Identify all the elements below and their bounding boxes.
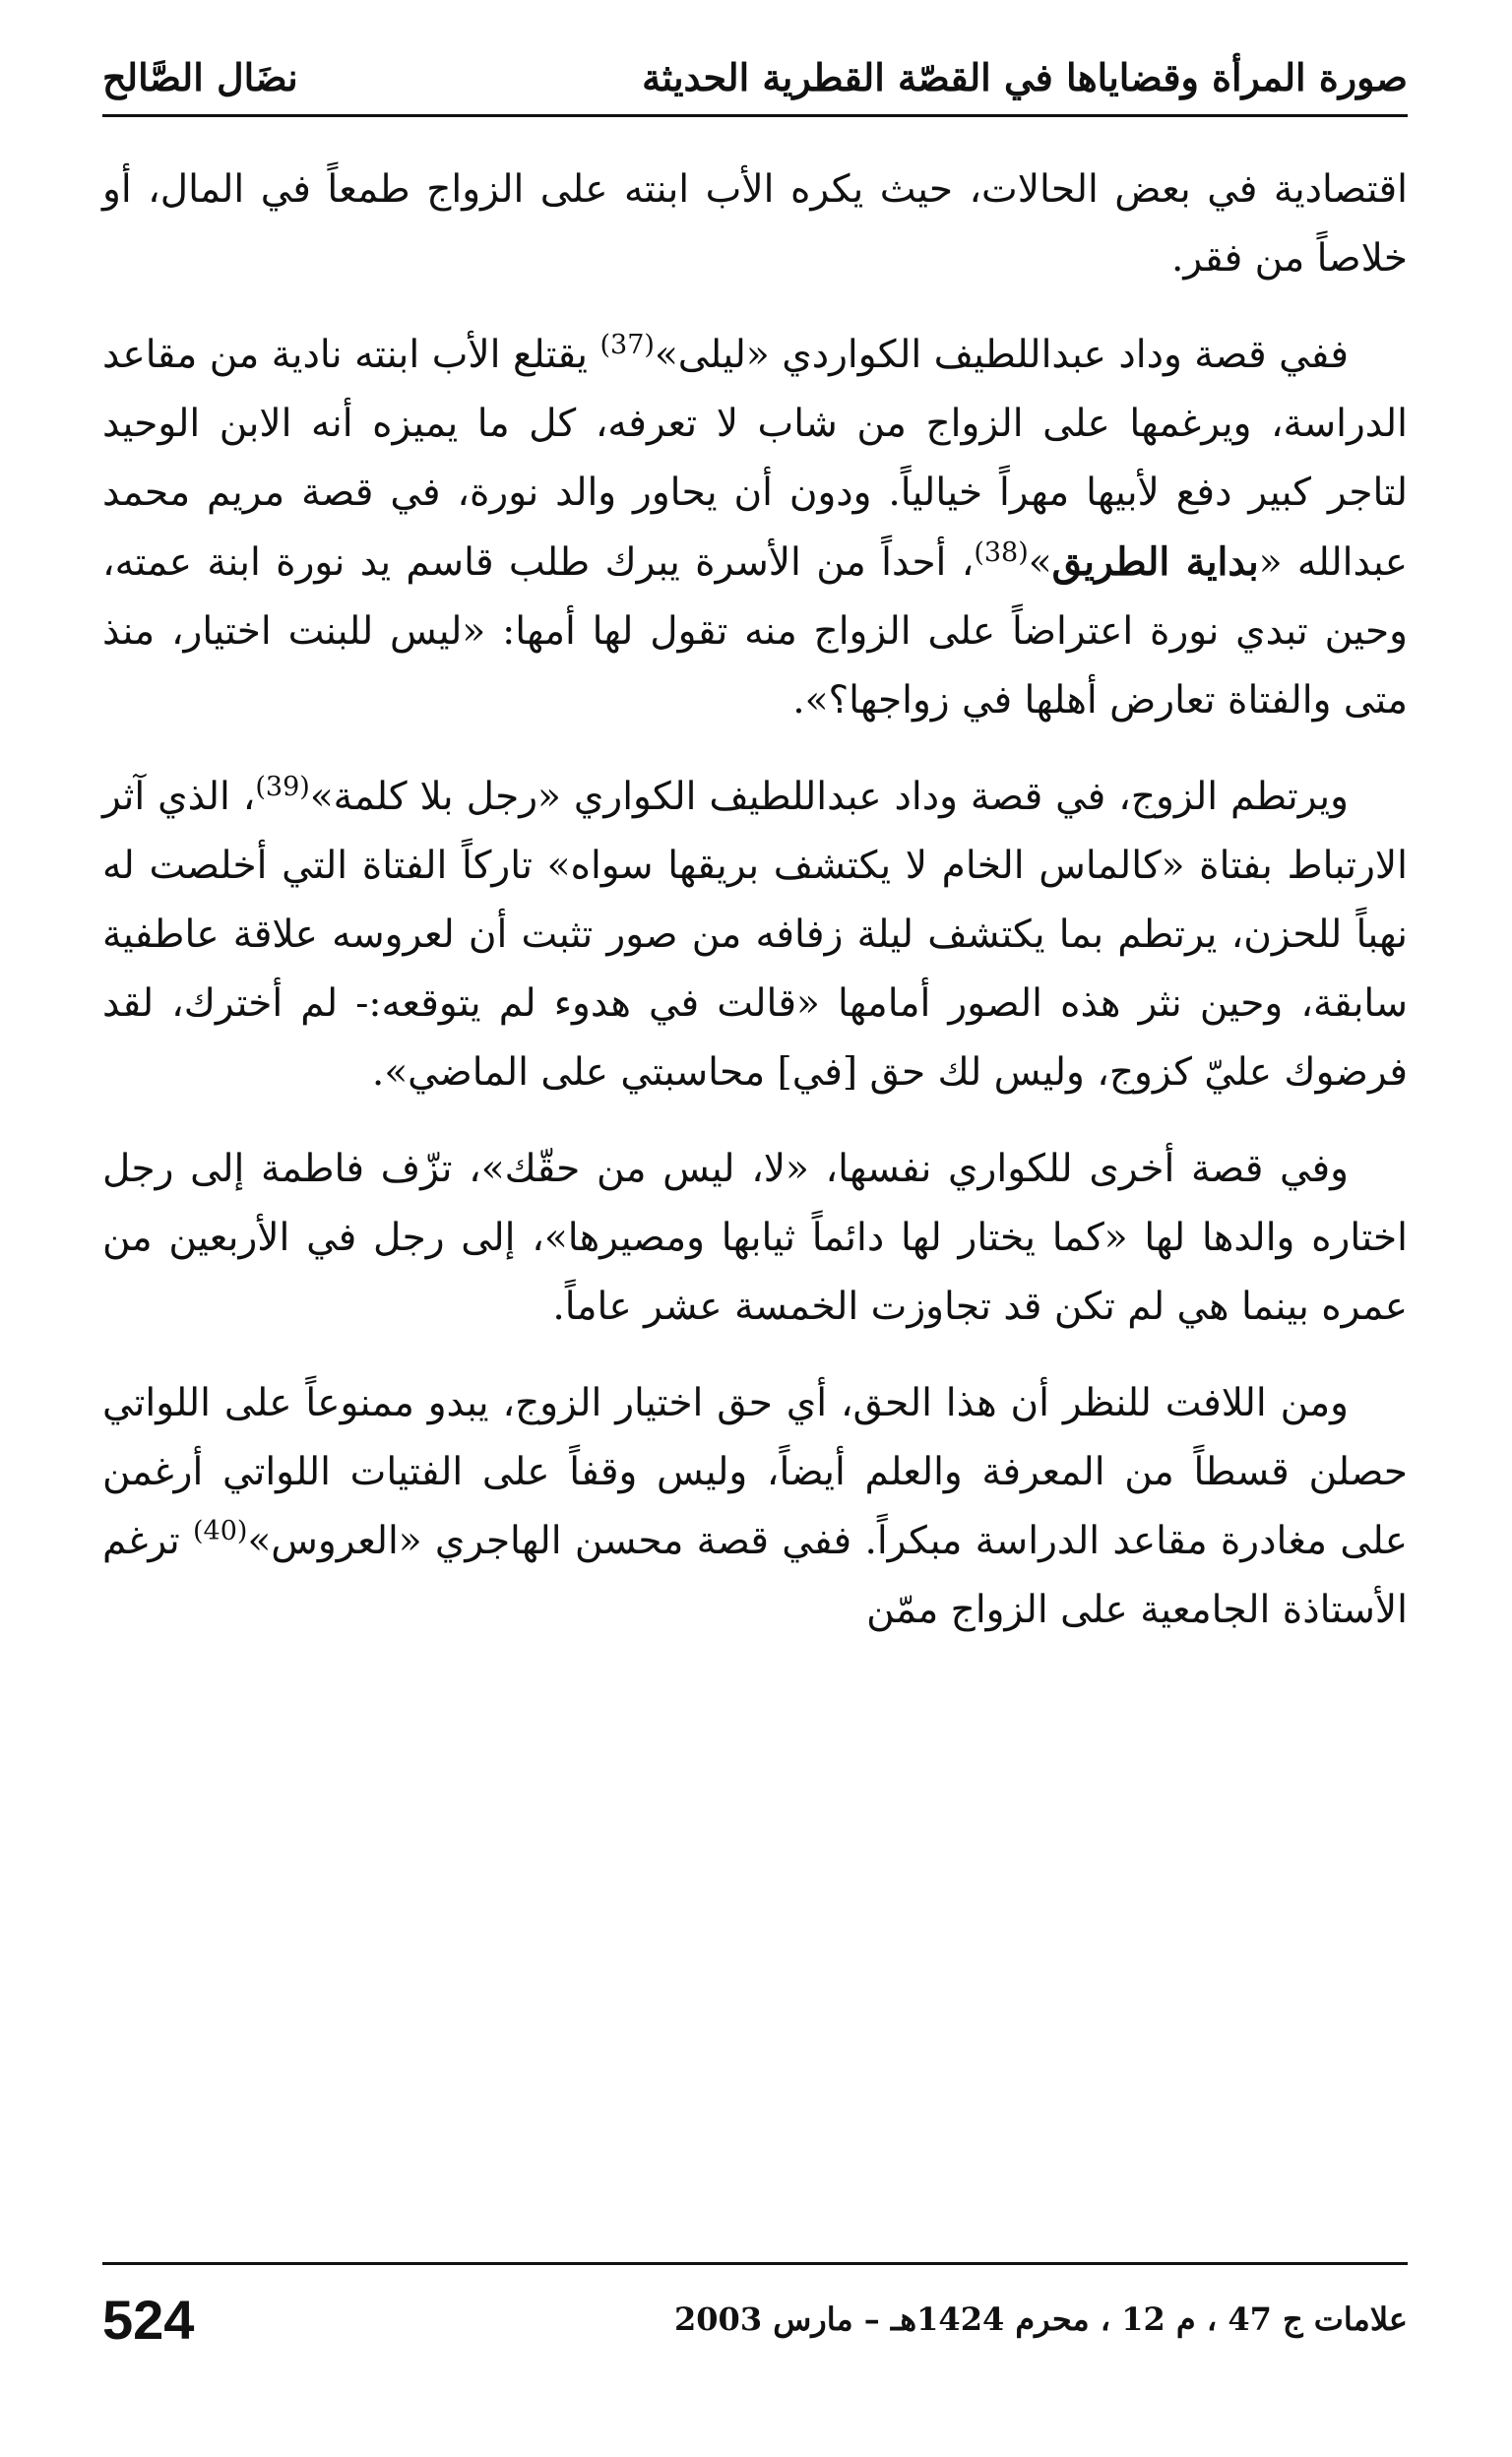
running-header [102, 39, 1408, 117]
text-run: ، أحداً من الأسرة يبرك طلب قاسم يد نورة ابنة عمته، وحين تبدي نورة اعتراضاً على الزواج منه تقول لها أمها: «ليس للبنت اختيار، منذ متى والفتاة تعارض أهلها في زواجها؟». [102, 540, 1408, 723]
text-run: يقتلع الأب ابنته نادية من مقاعد الدراسة، ويرغمها على الزواج من شاب لا تعرفه، كل ما يميزه أنه الابن الوحيد لتاجر كبير دفع لأبيها مهراً خيالياً. ودون أن يحاور والد نورة، في قصة مريم محمد عبدالله « [102, 333, 1408, 585]
page-footer [102, 2280, 1408, 2359]
text-run: ، الذي آثر الارتباط بفتاة «كالماس الخام لا يكتشف بريقها سواه» تاركاً الفتاة التي أخلصت له نهباً للحزن، يرتطم بما يكتشف ليلة زفافه من صور تثبت أن لعروسه علاقة عاطفية سابقة، وحين نثر هذه الصور أمامها «قالت في هدوء لم يتوقعه:- لم أخترك، لقد فرضوك عليّ كزوج، وليس لك حق [في] محاسبتي على الماضي». [102, 775, 1408, 1095]
paragraph [102, 1369, 1408, 1645]
text-run: وفي قصة أخرى للكواري نفسها، «لا، ليس من حقّك»، تزّف فاطمة إلى رجل اختاره والدها لها «كما يختار لها دائماً ثيابها ومصيرها»، إلى رجل في الأربعين من عمره بينما هي لم تكن قد تجاوزت الخمسة عشر عاماً. [102, 1147, 1408, 1329]
paragraph [102, 1135, 1408, 1342]
document-page [102, 39, 1408, 2402]
header-title: صورة المرأة وقضاياها في القصّة القطرية الحديثة [642, 54, 1408, 99]
footnote-reference: (38) [974, 537, 1029, 568]
paragraph [102, 321, 1408, 735]
article-body [102, 156, 1408, 1672]
text-run: اقتصادية في بعض الحالات، حيث يكره الأب ابنته على الزواج طمعاً في المال، أو خلاصاً من فقر. [102, 167, 1408, 281]
text-run: ويرتطم الزوج، في قصة وداد عبداللطيف الكواري «رجل بلا كلمة» [309, 775, 1349, 819]
page-number: 524 [102, 2288, 195, 2351]
text-run: » [1028, 540, 1052, 585]
journal-info: علامات ج 47 ، م 12 ، محرم 1424هـ – مارس 2003 [674, 2300, 1408, 2338]
footer-divider [102, 2262, 1408, 2265]
footnote-reference: (37) [599, 330, 655, 360]
bold-title: بداية الطريق [1051, 539, 1259, 585]
paragraph [102, 156, 1408, 293]
footnote-reference: (40) [192, 1516, 248, 1546]
text-run: ومن اللافت للنظر أن هذا الحق، أي حق اختيار الزوج، يبدو ممنوعاً على اللواتي حصلن قسطاً من المعرفة والعلم أيضاً، وليس وقفاً على الفتيات اللواتي أرغمن على مغادرة مقاعد الدراسة مبكراً. ففي قصة محسن الهاجري «العروس» [102, 1381, 1409, 1563]
footnote-reference: (39) [255, 772, 310, 802]
paragraph [102, 763, 1408, 1107]
text-run: ففي قصة وداد عبداللطيف الكواردي «ليلى» [654, 333, 1349, 377]
text-run: ترغم الأستاذة الجامعية على الزواج ممّن [102, 1519, 1408, 1632]
header-author: نضَال الصَّالح [102, 54, 298, 99]
